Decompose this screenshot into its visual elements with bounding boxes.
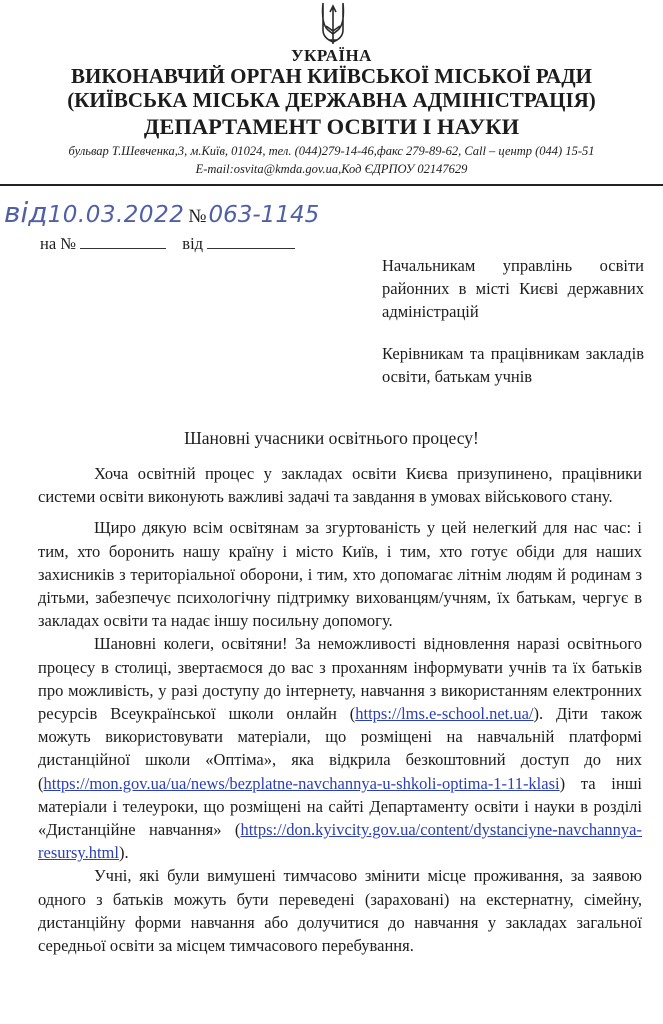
address-line: бульвар Т.Шевченка,3, м.Київ, 01024, тел. (044)279-14-46,факс 279-89-62, Call – центр (044) 15-51 xyxy=(68,144,595,158)
country-name: УКРАЇНА xyxy=(291,46,372,65)
paragraph-4: Учні, які були вимушені тимчасово змінити місце проживання, за заявою одного з батьків можуть бути переведені (зараховані) на екстернатну, сімейну, дистанційну форми навчання або долучитися до навчання у закладах загальної середньої освіти за місцем тимчасового перебування. xyxy=(38,866,642,956)
org-name-line2: (КИЇВСЬКА МІСЬКА ДЕРЖАВНА АДМІНІСТРАЦІЯ) xyxy=(67,88,596,112)
link-mon-optima[interactable]: https://mon.gov.ua/ua/news/bezplatne-navchannya-u-shkoli-optima-1-11-klasi xyxy=(43,773,560,793)
email-line: E-mail:osvita@kmda.gov.ua,Код ЄДРПОУ 02147629 xyxy=(195,162,468,176)
addressee-district-admins: Начальникам управлінь освіти районних в місті Києві державних адміністрацій xyxy=(382,256,644,321)
ref-from-label: від xyxy=(182,234,204,253)
letter-body xyxy=(38,462,642,957)
number-sign: № xyxy=(188,206,207,227)
paragraph-3: Шановні колеги, освітяни! За неможливості відновлення наразі освітнього процесу в столиці, звертаємося до вас з проханням інформувати учнів та їх батьків про можливість, у разі доступу до інтернету, навчання з використанням електронних ресурсів Всеукраїнської школи онлайн (https://lms.e-school.net.ua/). Діти також можуть використовувати матеріали, що розміщені на навчальній платформі дистанційної школи «Оптіма», яка відкрила безкоштовний доступ до них (https://mon.gov.ua/ua/news/bezplatne-navchannya-u-shkoli-optima-1-11-klasi) та інші матеріали і телеуроки, що розміщені на сайті Департаменту освіти і науки в розділі «Дистанційне навчання» (https://don.kyivcity.gov.ua/content/dystanciyne-navchannya-resursy.html). xyxy=(38,634,642,863)
org-name-line1: ВИКОНАВЧИЙ ОРГАН КИЇВСЬКОЇ МІСЬКОЇ РАДИ xyxy=(70,64,592,88)
department-name: ДЕПАРТАМЕНТ ОСВІТИ І НАУКИ xyxy=(143,114,520,139)
link-lms-eschool[interactable]: https://lms.e-school.net.ua/ xyxy=(355,704,534,724)
reference-line xyxy=(40,234,295,254)
registration-number xyxy=(4,196,319,229)
link-don-resources[interactable]: https://don.kyivcity.gov.ua/content/dystanciyne-navchannya-resursy.html xyxy=(38,820,642,863)
ref-number-blank xyxy=(80,234,166,249)
paragraph-2: Щиро дякую всім освітянам за згуртованість у цей нелегкий для нас час: і тим, хто боронить нашу країну і місто Київ, і тим, хто готує обіди для наших захисників з територіальної оборони, і тим, хто допомагає літнім людям й родинам з дітьми, забезпечує психологічну підтримку вихованцям/учням, їх батькам, чергує в закладах освіти та надає іншу посильну допомогу. xyxy=(38,518,642,631)
registration-number-value: 063-1145 xyxy=(208,202,320,228)
ref-on-label: на № xyxy=(40,234,77,253)
trident-emblem-icon xyxy=(318,0,348,46)
addressee-schools: Керівникам та працівникам закладів освіти, батькам учнів xyxy=(382,344,644,386)
header-divider xyxy=(0,184,663,186)
registration-prefix: від xyxy=(4,196,48,229)
salutation: Шановні учасники освітнього процесу! xyxy=(184,428,479,448)
ref-date-blank xyxy=(207,234,295,249)
registration-date: 10.03.2022 xyxy=(47,202,185,228)
paragraph-1: Хоча освітній процес у закладах освіти Києва призупинено, працівники системи освіти виконують важливі задачі та завдання в умовах військового стану. xyxy=(38,464,642,507)
